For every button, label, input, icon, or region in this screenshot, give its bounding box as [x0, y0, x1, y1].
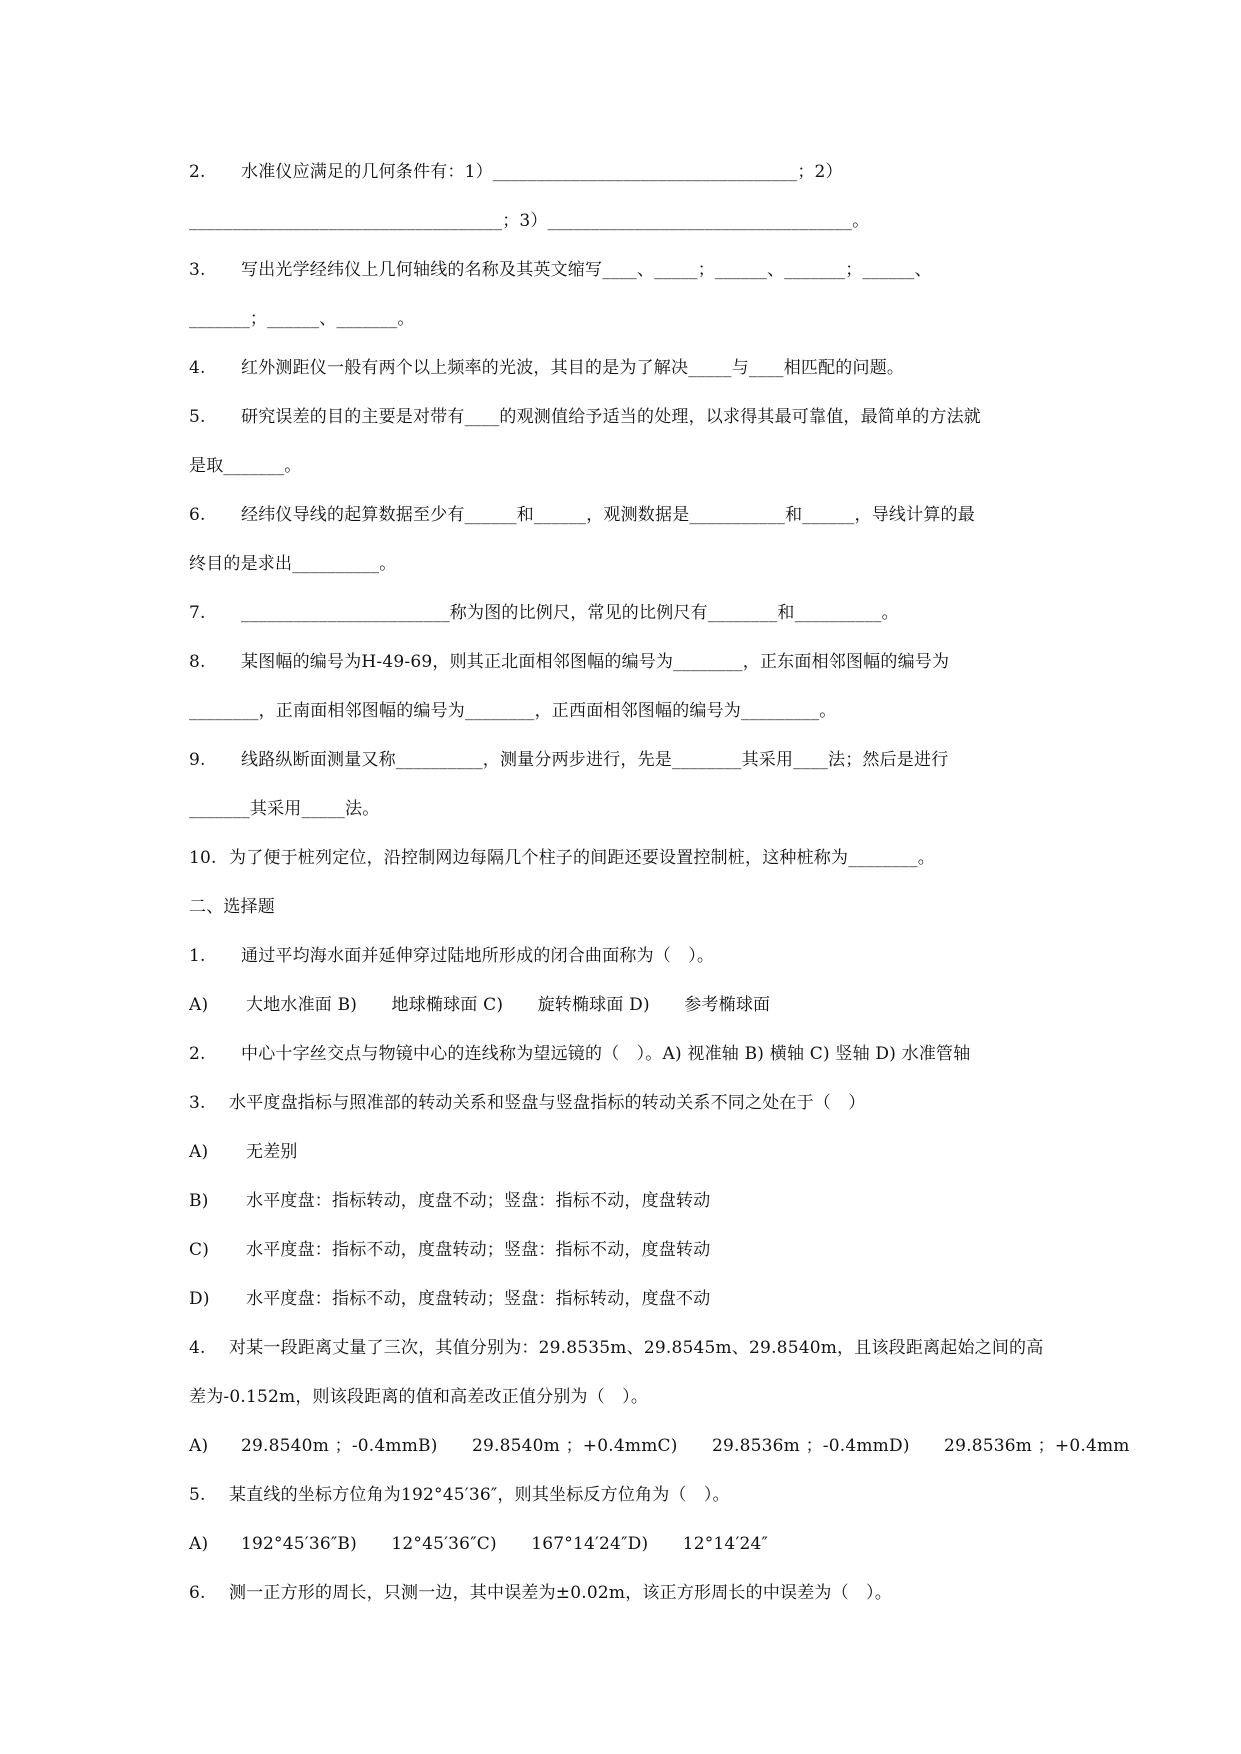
question-text: 经纬仪导线的起算数据至少有______和______，观测数据是___________和______，导线计算的最 [241, 505, 975, 525]
question-text: _______其采用_____法。 [189, 799, 380, 819]
choice-question-4-options [189, 1431, 1130, 1461]
option-text: 大地水准面 B) 地球椭球面 C) 旋转椭球面 D) 参考椭球面 [246, 995, 771, 1015]
question-text: 终目的是求出__________。 [189, 554, 397, 574]
question-8-line-2 [189, 696, 1069, 726]
choice-question-2 [189, 1039, 1069, 1069]
question-text: 红外测距仪一般有两个以上频率的光波，其目的是为了解决_____与____相匹配的问题。 [241, 358, 905, 378]
question-number: 4. [189, 358, 206, 378]
question-5-line-1 [189, 402, 1069, 432]
option-label: B) [189, 1191, 209, 1211]
question-number: 10. [189, 848, 217, 868]
question-text: 线路纵断面测量又称__________，测量分两步进行，先是________其采用____法；然后是进行 [241, 750, 949, 770]
choice-question-3-option-d [189, 1284, 1069, 1314]
question-number: 6. [189, 1583, 206, 1603]
choice-question-4-line-1 [189, 1333, 1069, 1363]
option-label: D) [189, 1289, 210, 1309]
question-text: 是取_______。 [189, 456, 302, 476]
question-text: 水平度盘指标与照准部的转动关系和竖盘与竖盘指标的转动关系不同之处在于（ ） [229, 1093, 866, 1113]
option-label: A) [189, 1436, 209, 1456]
question-4 [189, 353, 1069, 383]
question-text: 测一正方形的周长，只测一边，其中误差为±0.02m，该正方形周长的中误差为（ ）。 [229, 1583, 892, 1603]
choice-question-5-options [189, 1529, 1069, 1559]
question-8-line-1 [189, 647, 1069, 677]
question-text: 对某一段距离丈量了三次，其值分别为：29.8535m、29.8545m、29.8540m，且该段距离起始之间的高 [229, 1338, 1044, 1358]
choice-question-3 [189, 1088, 1069, 1118]
section-title: 二、选择题 [189, 897, 275, 917]
question-number: 7. [189, 603, 206, 623]
question-10 [189, 843, 1069, 873]
option-text: 192°45′36″B) 12°45′36″C) 167°14′24″D) 12°14′24″ [241, 1534, 769, 1554]
option-text: 水平度盘：指标不动，度盘转动；竖盘：指标转动，度盘不动 [246, 1289, 711, 1309]
question-number: 1. [189, 946, 206, 966]
question-text: ________________________称为图的比例尺，常见的比例尺有________和__________。 [241, 603, 899, 623]
question-text: 差为-0.152m，则该段距离的值和高差改正值分别为（ ）。 [189, 1387, 649, 1407]
question-number: 5. [189, 407, 206, 427]
question-text: 写出光学经纬仪上几何轴线的名称及其英文缩写____、_____；______、_______；______、 [241, 260, 932, 280]
option-text: 29.8540m ；-0.4mmB) 29.8540m ；+0.4mmC) 29.8536m ；-0.4mmD) 29.8536m ；+0.4mm [241, 1436, 1130, 1456]
question-text: 某图幅的编号为H-49-69，则其正北面相邻图幅的编号为________，正东面相邻图幅的编号为 [241, 652, 950, 672]
question-number: 9. [189, 750, 206, 770]
question-6-line-1 [189, 500, 1069, 530]
question-text: 为了便于桩列定位，沿控制网边每隔几个柱子的间距还要设置控制桩，这种桩称为________。 [229, 848, 935, 868]
choice-question-6 [189, 1578, 1069, 1608]
question-3-line-2 [189, 304, 1069, 334]
question-9-line-2 [189, 794, 1069, 824]
question-number: 2. [189, 162, 206, 182]
option-label: A) [189, 1142, 209, 1162]
question-number: 3. [189, 1093, 206, 1113]
question-text: 某直线的坐标方位角为192°45′36″，则其坐标反方位角为（ ）。 [229, 1485, 730, 1505]
option-text: 水平度盘：指标不动，度盘转动；竖盘：指标不动，度盘转动 [246, 1240, 711, 1260]
question-number: 5. [189, 1485, 206, 1505]
option-label: C) [189, 1240, 210, 1260]
question-text: 水准仪应满足的几何条件有：1）___________________________________；2） [241, 162, 843, 182]
choice-question-1-options [189, 990, 1069, 1020]
question-text: ________，正南面相邻图幅的编号为________，正西面相邻图幅的编号为_________。 [189, 701, 837, 721]
choice-question-3-option-c [189, 1235, 1069, 1265]
choice-question-3-option-a [189, 1137, 1069, 1167]
question-9-line-1 [189, 745, 1069, 775]
choice-question-5 [189, 1480, 1069, 1510]
question-2-line-2 [189, 206, 1069, 236]
choice-question-1 [189, 941, 1069, 971]
option-text: 水平度盘：指标转动，度盘不动；竖盘：指标不动，度盘转动 [246, 1191, 711, 1211]
question-number: 2. [189, 1044, 206, 1064]
question-number: 8. [189, 652, 206, 672]
question-3-line-1 [189, 255, 1069, 285]
choice-question-3-option-b [189, 1186, 1069, 1216]
question-text: _______；______、_______。 [189, 309, 415, 329]
question-5-line-2 [189, 451, 1069, 481]
option-label: A) [189, 1534, 209, 1554]
question-number: 6. [189, 505, 206, 525]
option-text: 无差别 [246, 1142, 298, 1162]
section-heading [189, 892, 1069, 922]
choice-question-4-line-2 [189, 1382, 1069, 1412]
question-text: 研究误差的目的主要是对带有____的观测值给予适当的处理，以求得其最可靠值，最简单的方法就 [241, 407, 981, 427]
option-label: A) [189, 995, 209, 1015]
question-2-line-1 [189, 157, 1069, 187]
question-7 [189, 598, 1069, 628]
question-6-line-2 [189, 549, 1069, 579]
question-number: 3. [189, 260, 206, 280]
question-text: 通过平均海水面并延伸穿过陆地所形成的闭合曲面称为（ ）。 [241, 946, 715, 966]
question-text: ____________________________________；3）___________________________________。 [189, 211, 870, 231]
question-number: 4. [189, 1338, 206, 1358]
question-text: 中心十字丝交点与物镜中心的连线称为望远镜的（ ）。A) 视准轴 B) 横轴 C) 竖轴 D) 水准管轴 [241, 1044, 971, 1064]
